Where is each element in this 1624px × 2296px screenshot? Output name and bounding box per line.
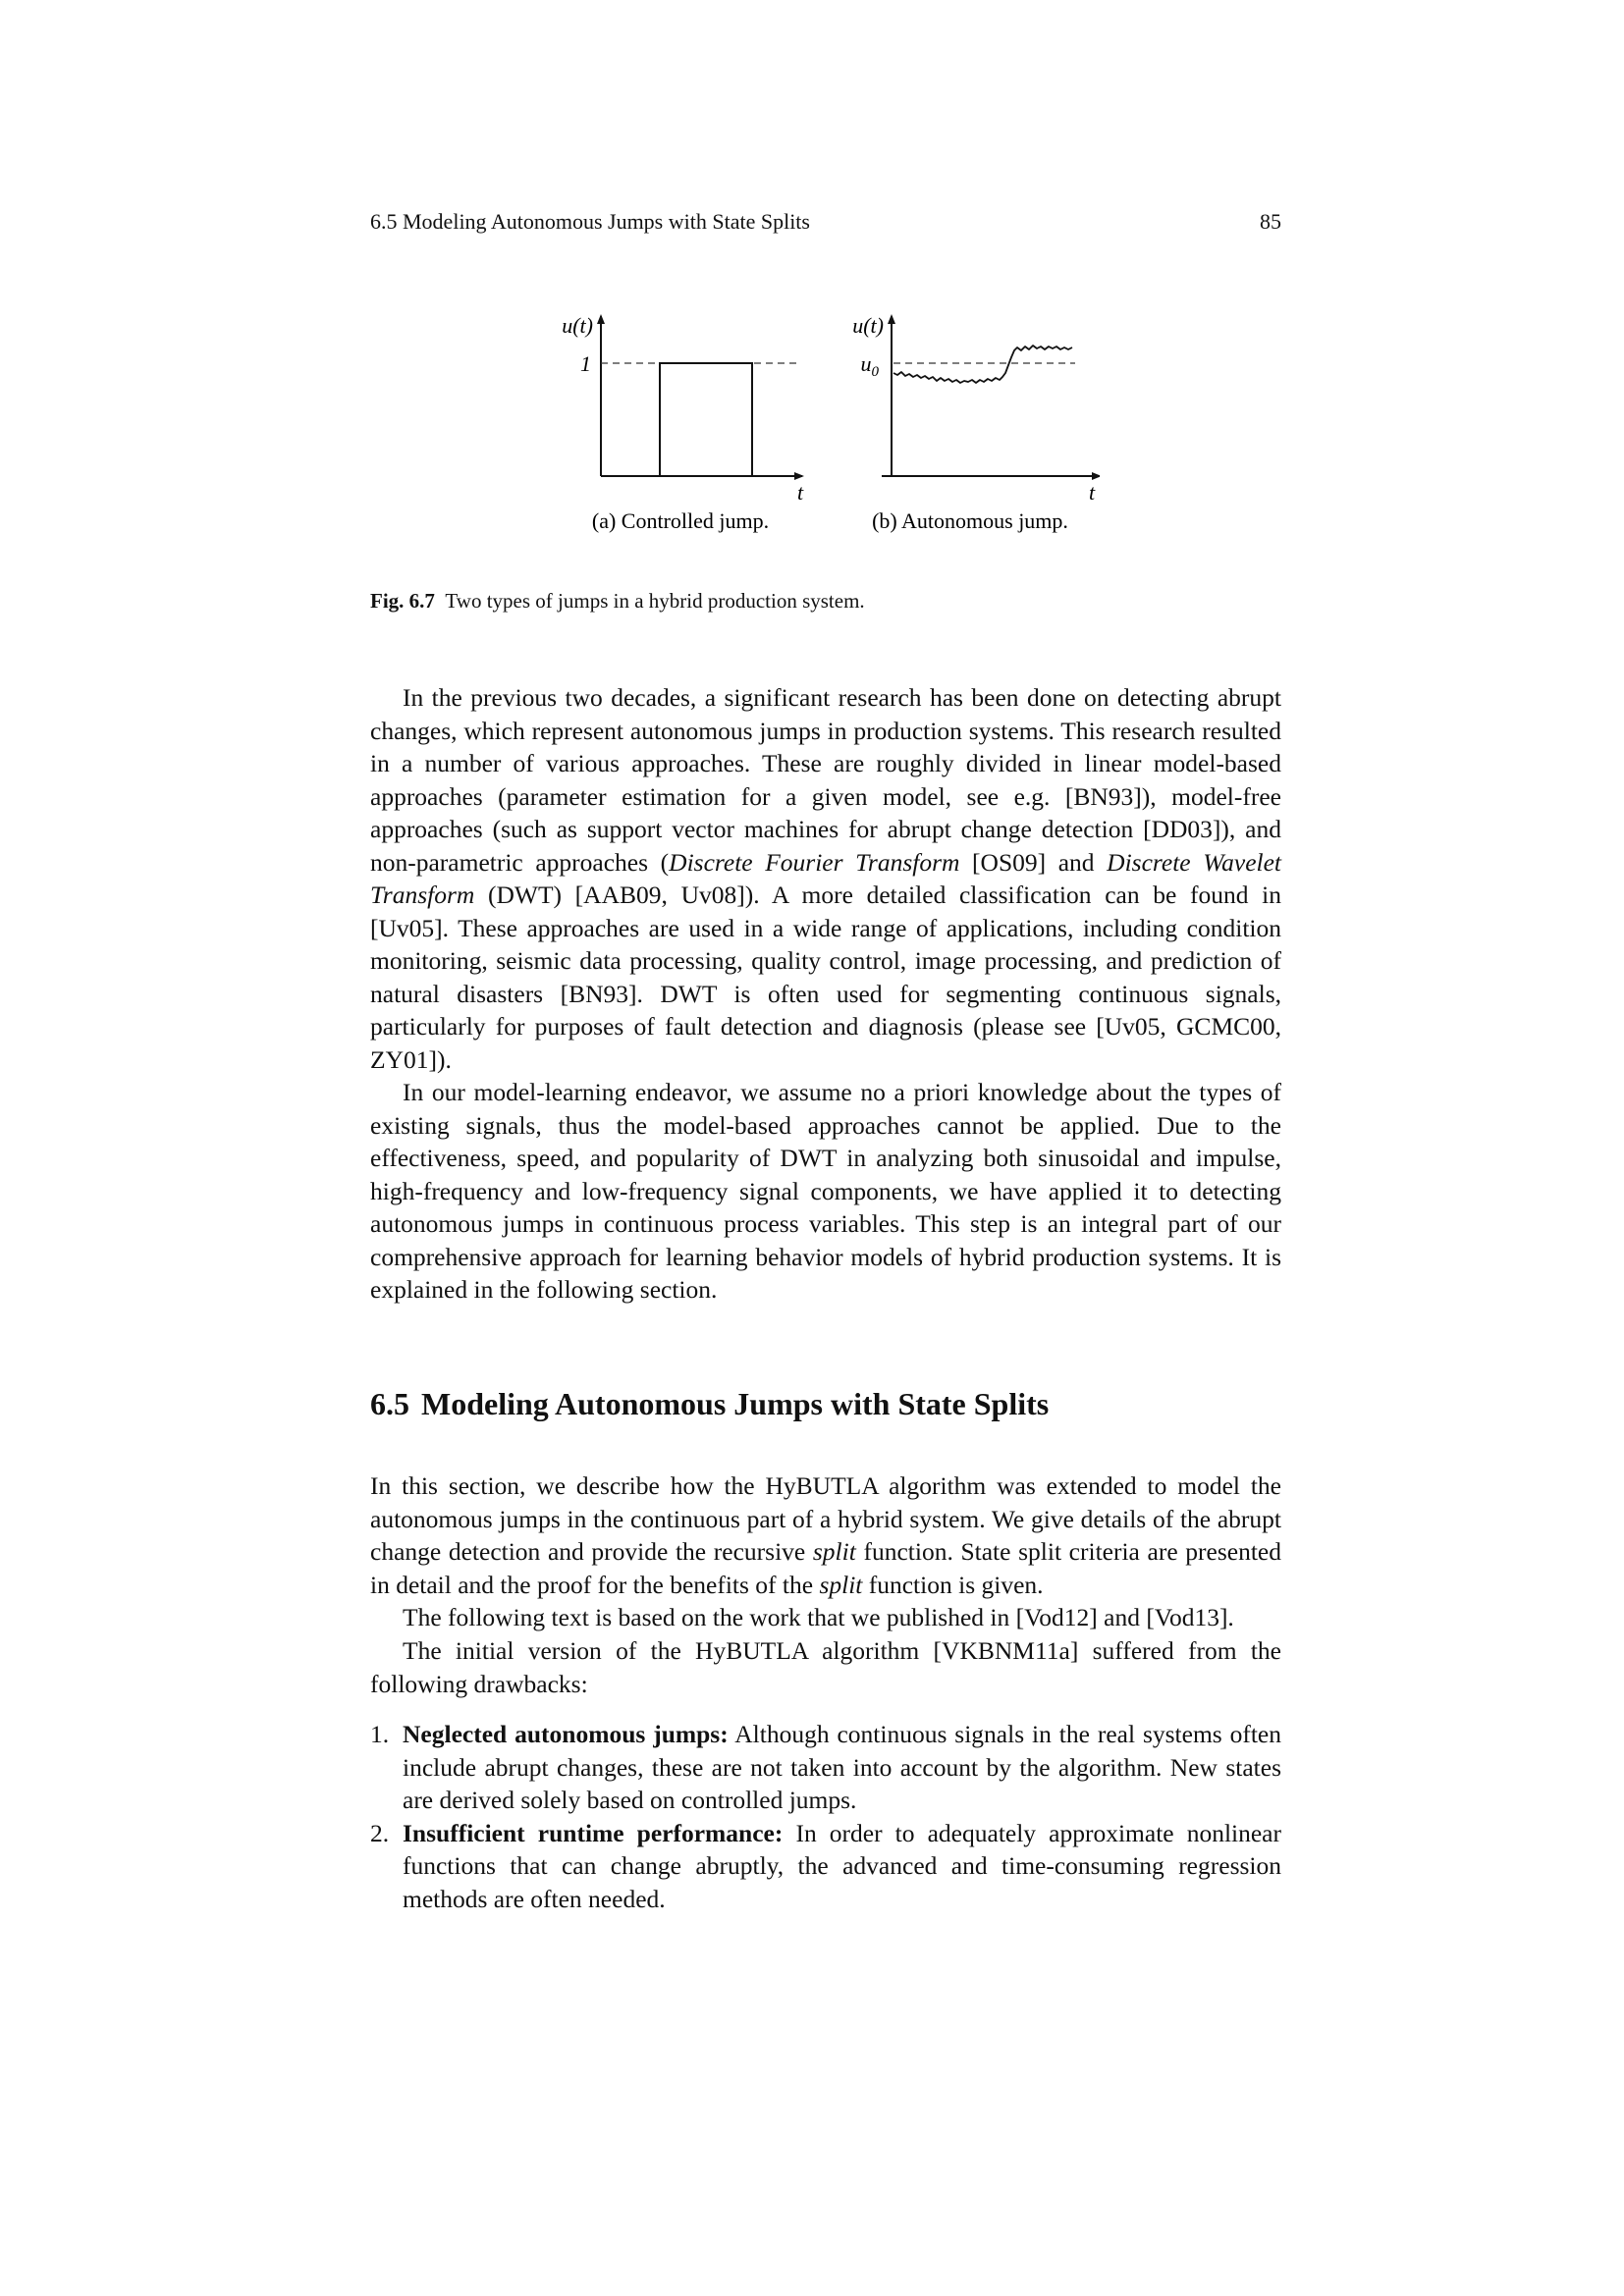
para3-italic-2: split — [819, 1570, 863, 1599]
list-item-title: Neglected autonomous jumps: — [403, 1720, 729, 1748]
panel-b-level-subscript: 0 — [871, 364, 879, 380]
para3-text-3: function is given. — [862, 1570, 1044, 1599]
panel-a-x-label: t — [796, 480, 804, 505]
panel-b-y-label: u(t) — [852, 313, 884, 338]
para3-italic-1: split — [812, 1537, 856, 1566]
paragraph-based-on-work: The following text is based on the work that we published in [Vod12] and [Vod13]. — [403, 1603, 1234, 1631]
list-item-text: In order to adequately approximate nonlinear functions that can change abruptly, the advanced and time-consuming regression methods are often needed. — [403, 1818, 1281, 1913]
panel-b-autonomous-jump — [852, 313, 1100, 533]
figure-caption — [370, 589, 1281, 614]
drawbacks-list — [370, 1718, 1281, 1915]
panel-b-x-label: t — [1088, 480, 1096, 505]
panel-b-level-symbol: u — [860, 351, 872, 376]
section-title: Modeling Autonomous Jumps with State Splits — [421, 1386, 1050, 1421]
list-marker: 2. — [370, 1818, 390, 1847]
panel-a-level-label: 1 — [580, 351, 591, 376]
paragraph-drawbacks-intro: The initial version of the HyBUTLA algorithm [VKBNM11a] suffered from the following drawbacks: — [370, 1636, 1281, 1698]
list-item — [370, 1718, 1281, 1817]
para1-text-1: In the previous two decades, a significant research has been done on detecting abrupt changes, which represent autonomous jumps in production systems. This research resulted in a number of various approaches. These are roughly divided in linear model-based approaches (parameter estimation for a given model, see e.g. [BN93]), model-free approaches (such as support vector machines for abrupt change detection [DD03]), and non-parametric approaches ( — [370, 683, 1281, 877]
section-number: 6.5 — [370, 1386, 409, 1421]
panel-b-noisy-signal — [893, 346, 1072, 383]
section-heading — [370, 1386, 1049, 1422]
page-number: 85 — [1260, 209, 1281, 234]
list-marker: 1. — [370, 1720, 390, 1748]
para3-text-1: In this section, we describe how the HyBUTLA algorithm was extended to model the autonomous jumps in the continuous part of a hybrid system. We give details of the abrupt change detection and provide the recursive — [370, 1471, 1281, 1566]
paragraph-model-learning: In our model-learning endeavor, we assume no a priori knowledge about the types of existing signals, thus the model-based approaches cannot be applied. Due to the effectiveness, speed, and popularity of DWT in analyzing both sinusoidal and impulse, high-frequency and low-frequency signal components, we have applied it to detecting autonomous jumps in continuous process variables. This step is an integral part of our comprehensive approach for learning behavior models of hybrid production systems. It is explained in the following section. — [370, 1078, 1281, 1304]
para1-italic-2: Discrete Wavelet Transform — [370, 847, 1281, 909]
para1-italic-1: Discrete Fourier Transform — [669, 847, 960, 877]
panel-a-subcaption: (a) Controlled jump. — [591, 508, 770, 533]
para3-text-2: function. State split criteria are presented in detail and the proof for the benefits of the — [370, 1537, 1281, 1599]
list-item — [370, 1817, 1281, 1916]
panel-b-level-label — [861, 351, 880, 380]
panel-a-pulse — [660, 363, 752, 476]
running-head-section: 6.5 Modeling Autonomous Jumps with State Splits — [370, 209, 810, 234]
panel-a-controlled-jump — [562, 313, 804, 533]
list-item-title: Insufficient runtime performance: — [403, 1818, 784, 1847]
paragraph-section-intro — [370, 1469, 1281, 1601]
running-head — [370, 209, 1281, 239]
panel-a-y-label: u(t) — [562, 313, 593, 338]
figure-caption-label: Fig. 6.7 — [370, 589, 435, 613]
figure-caption-text: Two types of jumps in a hybrid production system. — [445, 589, 865, 613]
para1-text-3: (DWT) [AAB09, Uv08]). A more detailed classification can be found in [Uv05]. These approaches are used in a wide range of applications, including condition monitoring, seismic data processing, quality control, image processing, and prediction of natural disasters [BN93]. DWT is often used for segmenting continuous signals, particularly for purposes of fault detection and diagnosis (please see [Uv05, GCMC00, ZY01]). — [370, 881, 1281, 1074]
paragraph-detection-approaches — [370, 681, 1281, 1076]
list-item-text: Although continuous signals in the real systems often include abrupt changes, these are not taken into account by the algorithm. New states are derived solely based on controlled jumps. — [403, 1720, 1281, 1814]
panel-b-subcaption: (b) Autonomous jump. — [872, 508, 1068, 533]
figure-6-7 — [530, 304, 1100, 550]
para1-text-2: [OS09] and — [959, 847, 1108, 877]
